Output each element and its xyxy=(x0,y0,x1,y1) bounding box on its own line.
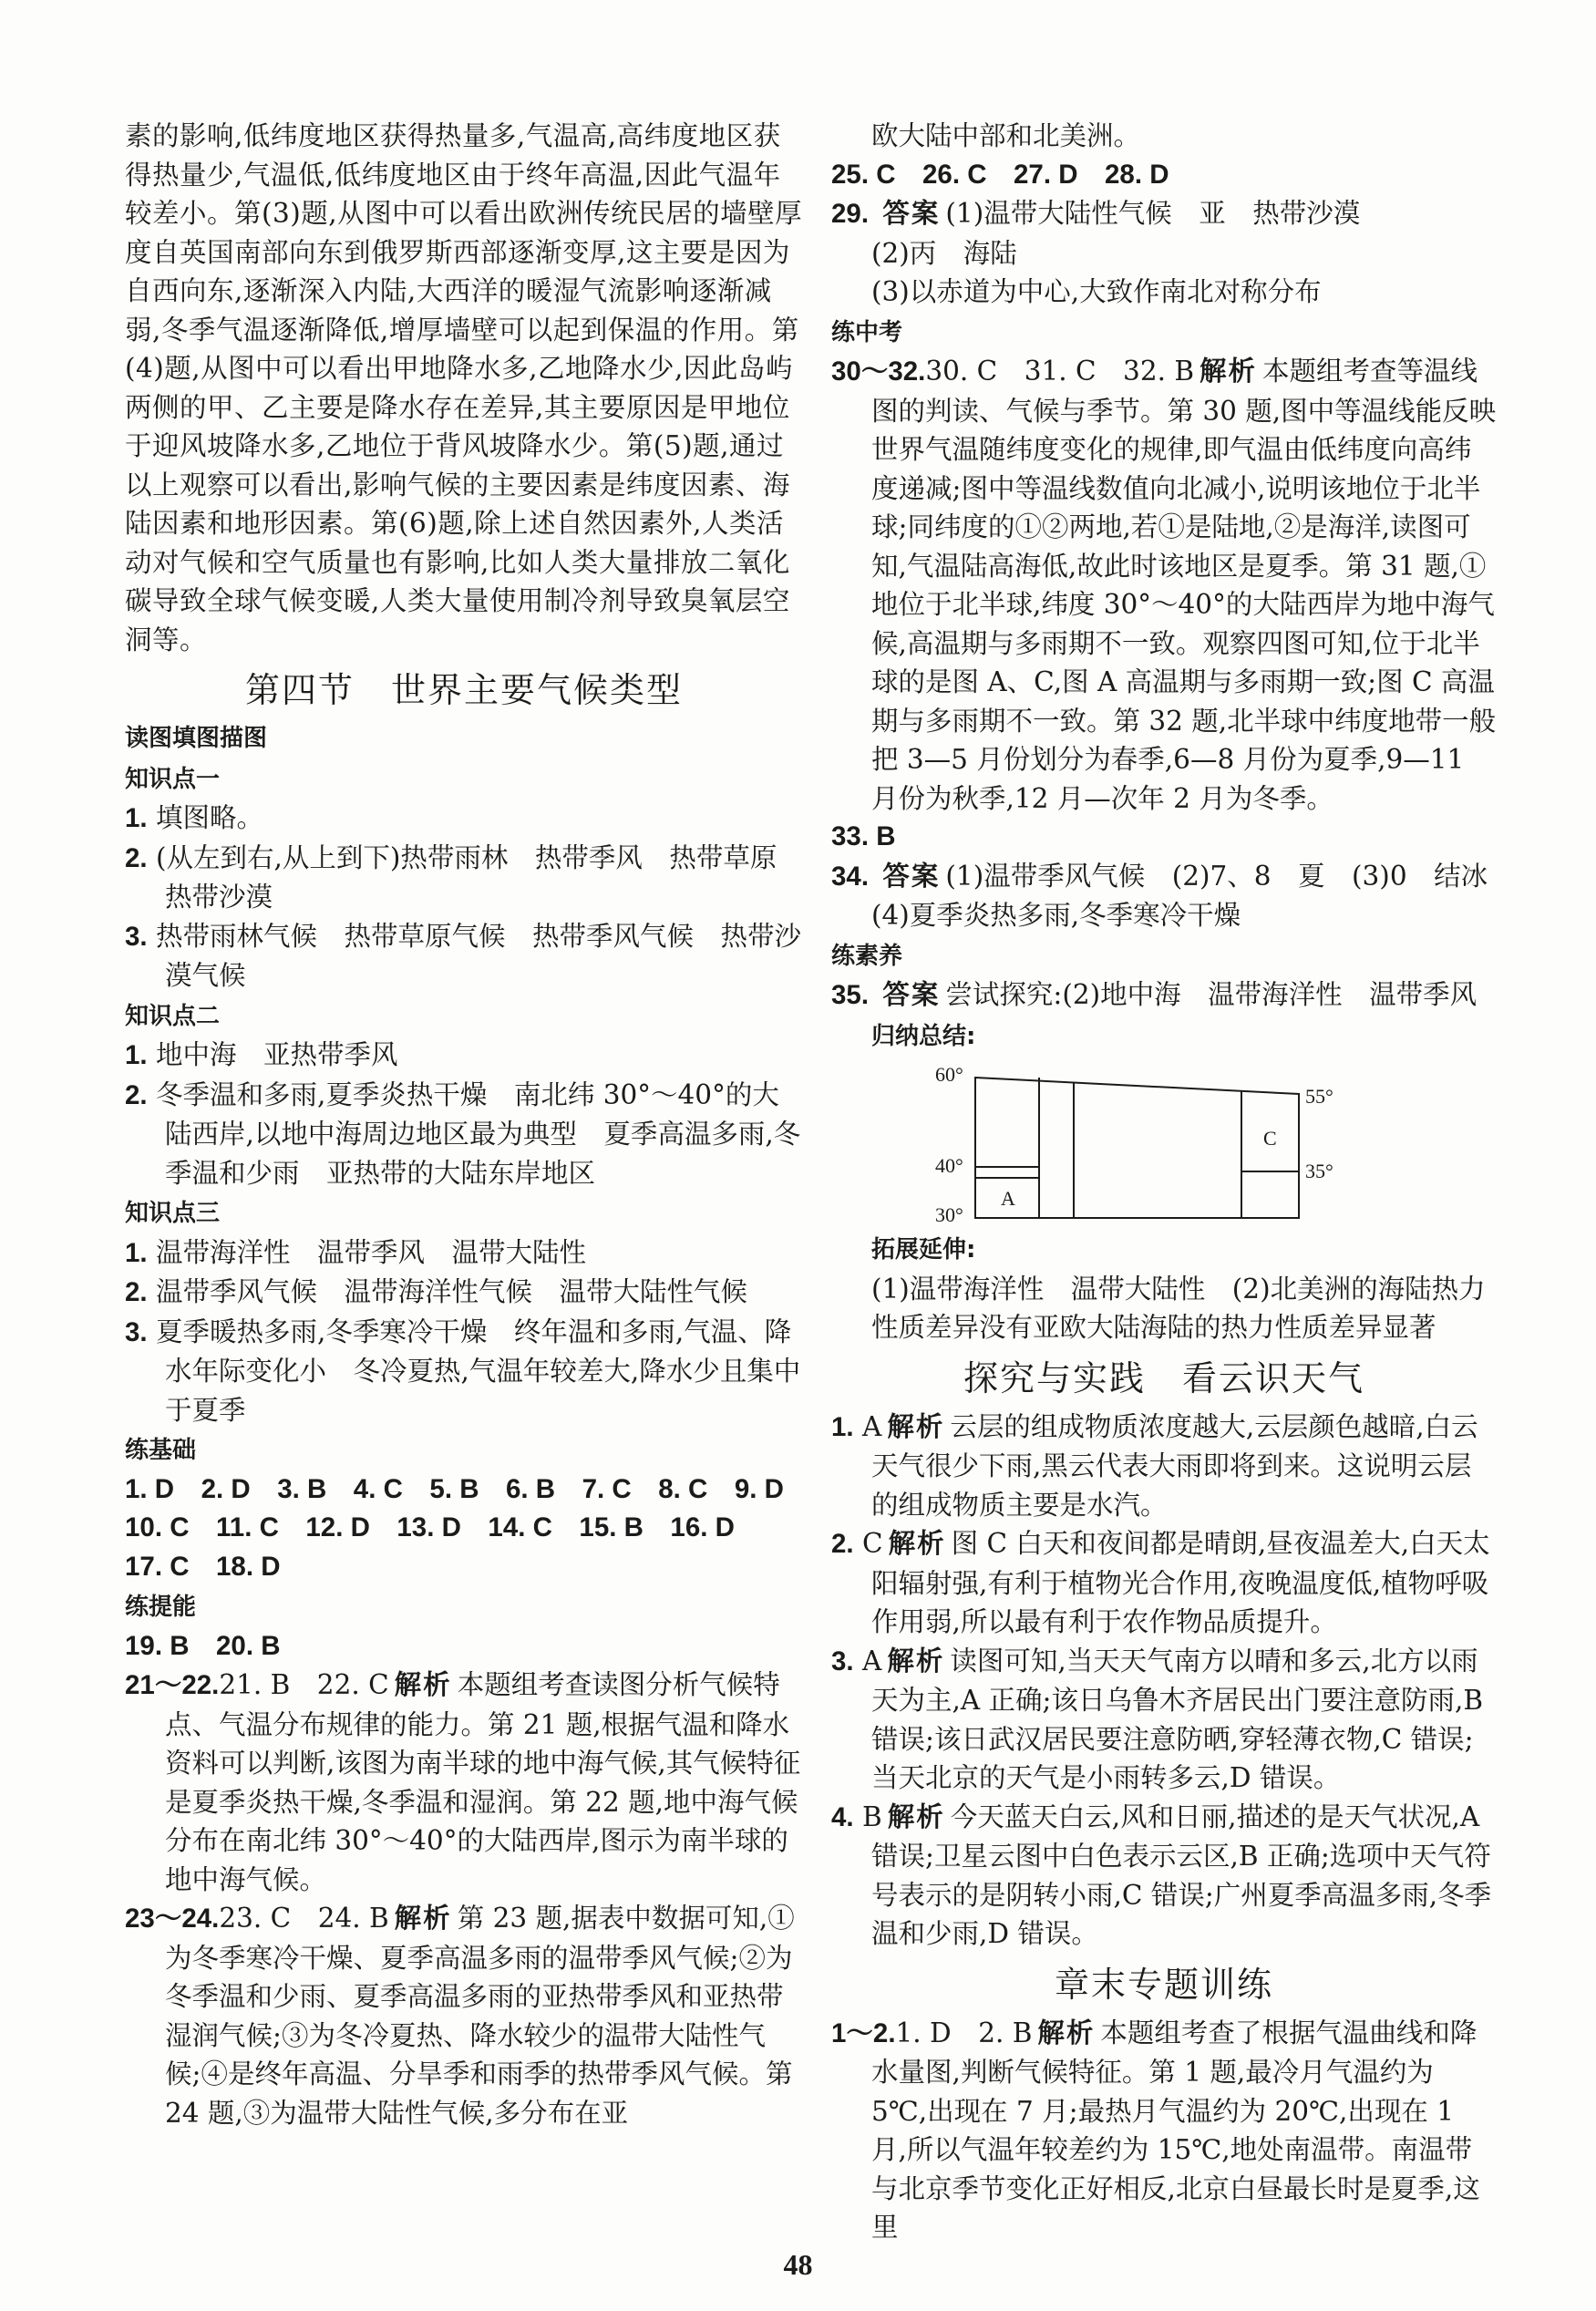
lat-60-label: 60° xyxy=(935,1063,963,1086)
answer-item: 2. (从左到右,从上到下)热带雨林 热带季风 热带草原 热带沙漠 xyxy=(125,841,804,913)
explanation-item: 23～24.23. C 24. B 解析 第 23 题,据表中数据可知,①为冬季寒冷干燥、夏季高温多雨的温带季风气候;②为冬季温和少雨、夏季高温多雨的亚热带季风和亚热带湿润气候;③为冬冷夏热、降水较少的温带大陆性气候;④是终年高温、分旱季和雨季的热带季风气候。第 24 题,③为温带大陆性气候,多分布在亚 xyxy=(125,1903,795,2129)
lat-40-label: 40° xyxy=(935,1154,963,1177)
heading-ability-practice: 练提能 xyxy=(125,1594,197,1621)
answer-item: 1. 温带海洋性 温带季风 温带大陆性 xyxy=(125,1236,587,1268)
region-a-label: A xyxy=(1001,1187,1015,1210)
explanation-item: 30～32.30. C 31. C 32. B 解析 本题组考查等温线图的判读、气候与季节。第 30 题,图中等温线能反映世界气温随纬度变化的规律,即气温由低纬度向高纬度递减;图中等温线数值向北减小,说明该地位于北半球;同纬度的①②两地,若①是陆地,②是海洋,读图可知,气温陆高海低,故此时该地区是夏季。第 31 题,①地位于北半球,纬度 30°～40°的大陆西岸为地中海气候,高温期与多雨期不一致。观察四图可知,位于北半球的是图 A、C,图 A 高温期与多雨期一致;图 C 高温期与多雨期不一致。第 32 题,北半球中纬度地带一般把 3—5 月份划分为春季,6—8 月份为夏季,9—11 月份为秋季,12 月—次年 2 月为冬季。 xyxy=(831,356,1497,814)
explanation-item: 4. B 解析 今天蓝天白云,风和日丽,描述的是天气状况,A 错误;卫星云图中白色表示云区,B 正确;选项中天气符号表示的是阴转小雨,C 错误;广州夏季高温多雨,冬季温和少雨,D 错误。 xyxy=(831,1800,1492,1949)
lat-35-label: 35° xyxy=(1305,1160,1333,1182)
heading-knowledge-3: 知识点三 xyxy=(125,1200,221,1227)
explanation-item: 3. A 解析 读图可知,当天天气南方以晴和多云,北方以雨天为主,A 正确;该日乌鲁木齐居民出门要注意防雨,B 错误;该日武汉居民要注意防晒,穿轻薄衣物,C 错误;当天北京的天气是小雨转多云,D 错误。 xyxy=(831,1645,1484,1793)
answer-row: 17. C 18. D xyxy=(125,1551,281,1582)
answer-row: 25. C 26. C 27. D 28. D xyxy=(831,159,1169,190)
answer-line: (4)夏季炎热多雨,冬季寒冷干燥 xyxy=(871,900,1241,931)
answer-item: 2. 温带季风气候 温带海洋性气候 温带大陆性气候 xyxy=(125,1276,748,1307)
answer-item: 1. 地中海 亚热带季风 xyxy=(125,1039,398,1070)
heading-basic-practice: 练基础 xyxy=(125,1437,197,1464)
answer-row: 19. B 20. B xyxy=(125,1630,281,1661)
heading-knowledge-2: 知识点二 xyxy=(125,1002,221,1030)
lat-55-label: 55° xyxy=(1305,1085,1333,1108)
explanation-item: 1. A 解析 云层的组成物质浓度越大,云层颜色越暗,白云天气很少下雨,黑云代表大雨即将到来。这说明云层的组成物质主要是水汽。 xyxy=(831,1410,1478,1521)
right-column xyxy=(831,117,1497,2247)
section-title-climate-types: 第四节 世界主要气候类型 xyxy=(244,670,683,710)
page-number: 48 xyxy=(783,2248,813,2281)
heading-knowledge-1: 知识点一 xyxy=(125,765,221,793)
heading-read-map: 读图填图描图 xyxy=(125,725,268,752)
continued-text: 欧大陆中部和北美洲。 xyxy=(871,120,1141,151)
answer-line: (2)丙 海陆 xyxy=(871,237,1017,269)
section-title-cloud-weather: 探究与实践 看云识天气 xyxy=(963,1357,1364,1398)
left-column xyxy=(125,117,803,2132)
climate-zone-diagram xyxy=(930,1061,1358,1225)
section-title-chapter-training: 章末专题训练 xyxy=(1054,1964,1273,2005)
continent-outline xyxy=(975,1078,1299,1218)
climate-zone-svg xyxy=(930,1061,1358,1225)
answer-item: 3. 夏季暖热多雨,冬季寒冷干燥 终年温和多雨,气温、降水年际变化小 冬冷夏热,气温年较差大,降水少且集中于夏季 xyxy=(125,1315,801,1426)
heading-literacy-practice: 练素养 xyxy=(831,942,903,970)
heading-exam-practice: 练中考 xyxy=(831,318,903,346)
answer-item: 34. 答案 (1)温带季风气候 (2)7、8 夏 (3)0 结冰 xyxy=(831,860,1488,892)
answer-row: 10. C 11. C 12. D 13. D 14. C 15. B 16. D xyxy=(125,1512,735,1542)
answer-item: 29. 答案 (1)温带大陆性气候 亚 热带沙漠 xyxy=(831,198,1361,229)
answer-item: 35. 答案 尝试探究:(2)地中海 温带海洋性 温带季风 xyxy=(831,979,1478,1010)
intro-paragraph: 素的影响,低纬度地区获得热量多,气温高,高纬度地区获得热量少,气温低,低纬度地区由于终年高温,因此气温年较差小。第(3)题,从图中可以看出欧洲传统民居的墙壁厚度自英国南部向东到俄罗斯西部逐渐变厚,这主要是因为自西向东,逐渐深入内陆,大西洋的暖湿气流影响逐渐减弱,冬季气温逐渐降低,增厚墙壁可以起到保温的作用。第(4)题,从图中可以看出甲地降水多,乙地降水少,因此岛屿两侧的甲、乙主要是降水存在差异,其主要原因是甲地位于迎风坡降水多,乙地位于背风坡降水少。第(5)题,通过以上观察可以看出,影响气候的主要因素是纬度因素、海陆因素和地形因素。第(6)题,除上述自然因素外,人类活动对气候和空气质量也有影响,比如人类大量排放二氧化碳导致全球气候变暖,人类大量使用制冷剂导致臭氧层空洞等。 xyxy=(125,120,803,655)
summary-label: 归纳总结: xyxy=(871,1022,976,1050)
explanation-item: 2. C 解析 图 C 白天和夜间都是晴朗,昼夜温差大,白天太阳辐射强,有利于植物光合作用,夜晚温度低,植物呼吸作用弱,所以最有利于农作物品质提升。 xyxy=(831,1528,1490,1637)
answer-item: 1. 填图略。 xyxy=(125,802,264,833)
answer-item: 2. 冬季温和多雨,夏季炎热干燥 南北纬 30°～40°的大陆西岸,以地中海周边地区最为典型 夏季高温多雨,冬季温和少雨 亚热带的大陆东岸地区 xyxy=(125,1078,801,1189)
answer-row: 1. D 2. D 3. B 4. C 5. B 6. B 7. C 8. C 9. D xyxy=(125,1473,784,1504)
region-c-label: C xyxy=(1263,1127,1277,1150)
explanation-item: 1～2.1. D 2. B 解析 本题组考查了根据气温曲线和降水量图,判断气候特征。第 1 题,最冷月气温约为 5℃,出现在 7 月;最热月气温约为 20℃,出现在 1 月,所以气温年较差约为 15℃,地处南温带。南温带与北京季节变化正好相反,北京白昼最长时是夏季,这里 xyxy=(831,2017,1480,2243)
explanation-item: 21～22.21. B 22. C 解析 本题组考查读图分析气候特点、气温分布规律的能力。第 21 题,根据气温和降水资料可以判断,该图为南半球的地中海气候,其气候特征是夏季炎热干燥,冬季温和湿润。第 22 题,地中海气候分布在南北纬 30°～40°的大陆西岸,图示为南半球的地中海气候。 xyxy=(125,1669,801,1895)
answer-line: (1)温带海洋性 温带大陆性 (2)北美洲的海陆热力性质差异没有亚欧大陆海陆的热力性质差异显著 xyxy=(871,1273,1486,1343)
answer-item: 3. 热带雨林气候 热带草原气候 热带季风气候 热带沙漠气候 xyxy=(125,920,802,991)
extension-label: 拓展延伸: xyxy=(871,1236,976,1264)
answer-row: 33. B xyxy=(831,821,896,851)
lat-30-label: 30° xyxy=(935,1203,963,1225)
answer-line: (3)以赤道为中心,大致作南北对称分布 xyxy=(871,276,1322,307)
